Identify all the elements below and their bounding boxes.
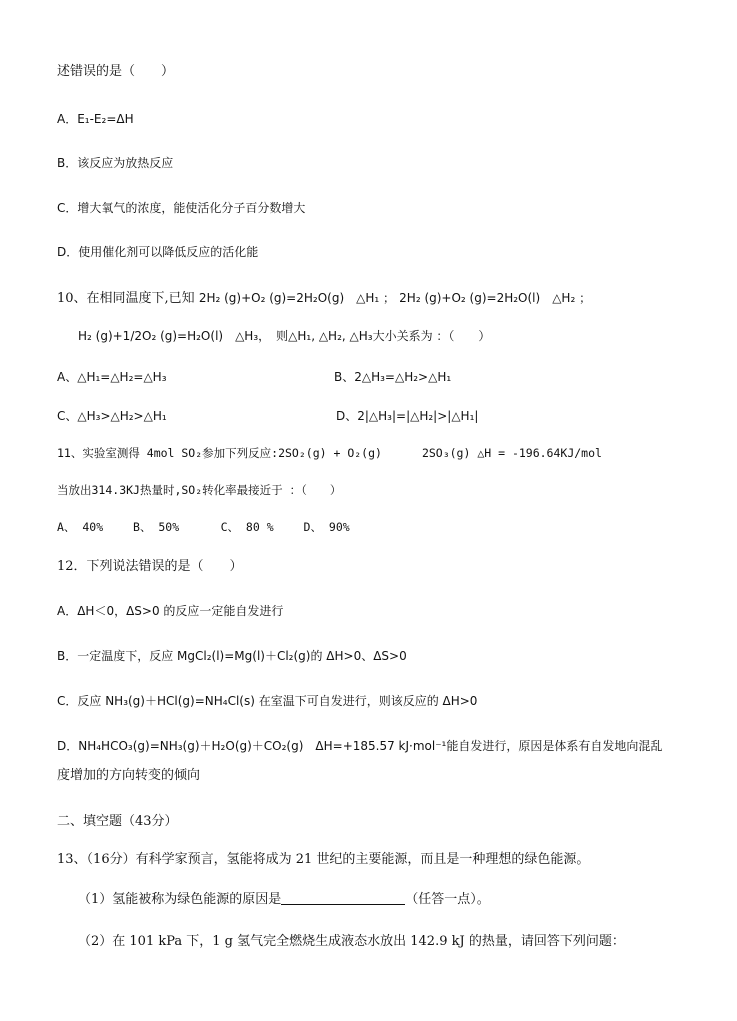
- q10-option-d: D、2|△H₃|=|△H₂|>|△H₁|: [336, 409, 479, 423]
- section-heading-fill-in: 二、填空题（43分）: [57, 814, 178, 829]
- q9-option-a: A．E₁-E₂=ΔH: [57, 112, 134, 126]
- q11-options: A、 40% B、 50% C、 80 % D、 90%: [57, 520, 350, 534]
- question-10-line-2: H₂ (g)+1/2O₂ (g)=H₂O(l) △H₃， 则△H₁, △H₂, △H₃大小关系为 ：（ ）: [78, 329, 491, 343]
- q11-reaction-right: 2SO₃(g) △H = -196.64KJ/mol: [421, 446, 602, 460]
- q12-option-b: B．一定温度下，反应 MgCl₂(l)=Mg(l)＋Cl₂(g)的 ΔH>0、ΔS>0: [57, 649, 407, 663]
- q13-part-1-note: （任答一点）。: [405, 892, 490, 907]
- question-12-stem: 12．下列说法错误的是（ ）: [57, 559, 243, 574]
- q12-option-d-line-2: 度增加的方向转变的倾向: [57, 768, 201, 783]
- q13-part-1-text: （1）氢能被称为绿色能源的原因是: [78, 892, 282, 907]
- q9-option-d: D．使用催化剂可以降低反应的活化能: [57, 245, 259, 259]
- q10-option-a: A、△H₁=△H₂=△H₃: [57, 370, 167, 384]
- question-11-line-1: [57, 444, 602, 462]
- q11-reaction-left: 11、实验室测得 4mol SO₂参加下列反应:2SO₂(g) + O₂(g): [57, 446, 382, 460]
- answer-blank[interactable]: [281, 891, 405, 905]
- question-10-line-1: [57, 289, 591, 308]
- q9-option-c: C．增大氧气的浓度，能使活化分子百分数增大: [57, 201, 306, 215]
- q12-option-d-line-1: D．NH₄HCO₃(g)=NH₃(g)＋H₂O(g)＋CO₂(g) ΔH=+185.57 kJ·mol⁻¹能自发进行，原因是体系有自发地向混乱: [57, 739, 663, 753]
- q13-part-2: （2）在 101 kPa 下，1 g 氢气完全燃烧生成液态水放出 142.9 kJ 的热量，请回答下列问题：: [78, 934, 625, 949]
- q9-option-b: B．该反应为放热反应: [57, 156, 174, 170]
- q12-option-c: C．反应 NH₃(g)＋HCl(g)=NH₄Cl(s) 在室温下可自发进行，则该反应的 ΔH>0: [57, 694, 478, 708]
- q12-option-a: A．ΔH＜0，ΔS>0 的反应一定能自发进行: [57, 604, 284, 618]
- q10-equation-1: 2H₂ (g)+O₂ (g)=2H₂O(g) △H₁ ；: [198, 291, 396, 305]
- question-13-stem: 13、（16分）有科学家预言，氢能将成为 21 世纪的主要能源，而且是一种理想的绿色能源。: [57, 852, 590, 867]
- q13-part-1: [78, 891, 490, 909]
- q10-prefix: 10、在相同温度下,已知: [57, 291, 199, 306]
- q10-option-b: B、2△H₃=△H₂>△H₁: [334, 370, 452, 384]
- q10-option-c: C、△H₃>△H₂>△H₁: [57, 409, 167, 423]
- question-11-line-2: 当放出314.3KJ热量时,SO₂转化率最接近于 ：（ ）: [57, 483, 342, 497]
- q10-equation-2: 2H₂ (g)+O₂ (g)=2H₂O(l) △H₂ ；: [399, 291, 592, 305]
- question-9-stem-end: 述错误的是（ ）: [57, 64, 175, 79]
